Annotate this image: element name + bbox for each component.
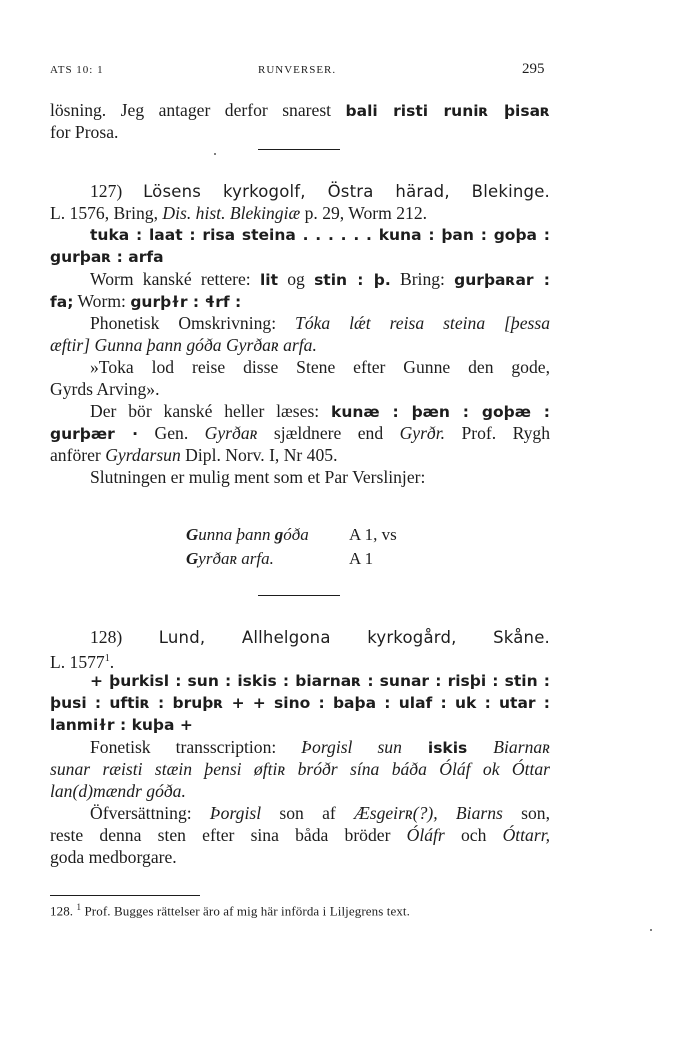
worm-note-line: Worm kanské rettere: lit og stin : þ. Bring: gurþaʀar : [90, 269, 550, 289]
intro-line-1: lösning. Jeg antager derfor snarest bali risti runiʀ þisaʀ [50, 100, 550, 120]
verse-line-2-meter: A 1 [349, 549, 374, 568]
section-divider [258, 149, 340, 150]
translation-line-3: goda medborgare. [50, 847, 177, 867]
runic-line-1: + þurkisl : sun : iskis : biarnaʀ : sunar : risþi : stin : [90, 672, 550, 690]
phonetic-line-2: sunar ræisti stæin þensi øftiʀ bróðr sína báða Óláf ok Óttar [50, 759, 550, 779]
translation-line-1: Öfversättning: Þorgisl son af Æsgeirʀ(?), Biarns son, [90, 803, 550, 823]
intro-line-2: for Prosa. [50, 122, 119, 142]
print-speck [650, 929, 652, 931]
verse-line-1: Gunna þann góða [186, 525, 309, 544]
reading-line-1: Der bör kanské heller læses: kunæ : þæn : goþæ : [90, 401, 550, 421]
phonetic-line-2: æftir] Gunna þann góða Gyrðaʀ arfa. [50, 335, 317, 355]
reading-line-3: anförer Gyrdarsun Dipl. Norv. I, Nr 405. [50, 445, 338, 465]
page-number: 295 [522, 61, 545, 77]
entry-128-heading: 128) Lund, Allhelgona kyrkogård, Skåne. [90, 627, 550, 647]
reading-line-2: gurþær · Gen. Gyrðaʀ sjældnere end Gyrðr. Prof. Rygh [50, 423, 550, 443]
runic-line-2: þusi : uftiʀ : bruþʀ + + sino : baþa : ulaf : uk : utar : [50, 694, 550, 712]
entry-127 [50, 180, 550, 488]
phonetic-line-3: lan(d)mændr góða. [50, 781, 186, 801]
entry-127-heading: 127) Lösens kyrkogolf, Östra härad, Blekinge. [90, 181, 550, 201]
runic-line-2: gurþaʀ : arfa [50, 248, 164, 266]
runic-line-1: tuka : laat : risa steina . . . . . . kuna : þan : goþa : [90, 226, 550, 244]
translation-line-2: reste denna sten efter sina båda bröder Óláfr och Óttarr, [50, 825, 550, 845]
print-speck [214, 153, 216, 155]
intro-paragraph [50, 99, 550, 143]
entry-128 [50, 626, 550, 868]
footnote-rule [50, 895, 200, 896]
phonetic-line-1: Phonetisk Omskrivning: Tóka lǽt reisa steina [þessa [90, 313, 550, 333]
running-head-left: ATS 10: 1 [50, 64, 104, 76]
worm-note-line-2: fa; Worm: gurþɫr : ɬrf : [50, 291, 242, 311]
phonetic-line-1: Fonetisk transscription: Þorgisl sun iskis Biarnaʀ [90, 737, 550, 757]
verse-line-2: Gyrðaʀ arfa. [186, 549, 274, 568]
entry-128-reference: L. 1577$^1$. [50, 651, 115, 672]
runic-line-3: lanmiɫr : kuþa + [50, 716, 193, 734]
runic-inscription: bali risti runiʀ þisaʀ [345, 102, 550, 120]
footnote: 128. $^1$ Prof. Bugges rättelser äro af mig här införda i Liljegrens text. [50, 902, 410, 919]
slutningen-line: Slutningen er mulig ment som et Par Verslinjer: [90, 467, 426, 487]
translation-line-1: »Toka lod reise disse Stene efter Gunne den gode, [90, 357, 550, 377]
section-divider [258, 595, 340, 596]
translation-line-2: Gyrds Arving». [50, 379, 160, 399]
entry-127-reference: L. 1576, Bring, Dis. hist. Blekingiæ p. 29, Worm 212. [50, 203, 428, 223]
verse-line-1-meter: A 1, vs [349, 525, 397, 544]
running-head-center: RUNVERSER. [258, 64, 337, 76]
